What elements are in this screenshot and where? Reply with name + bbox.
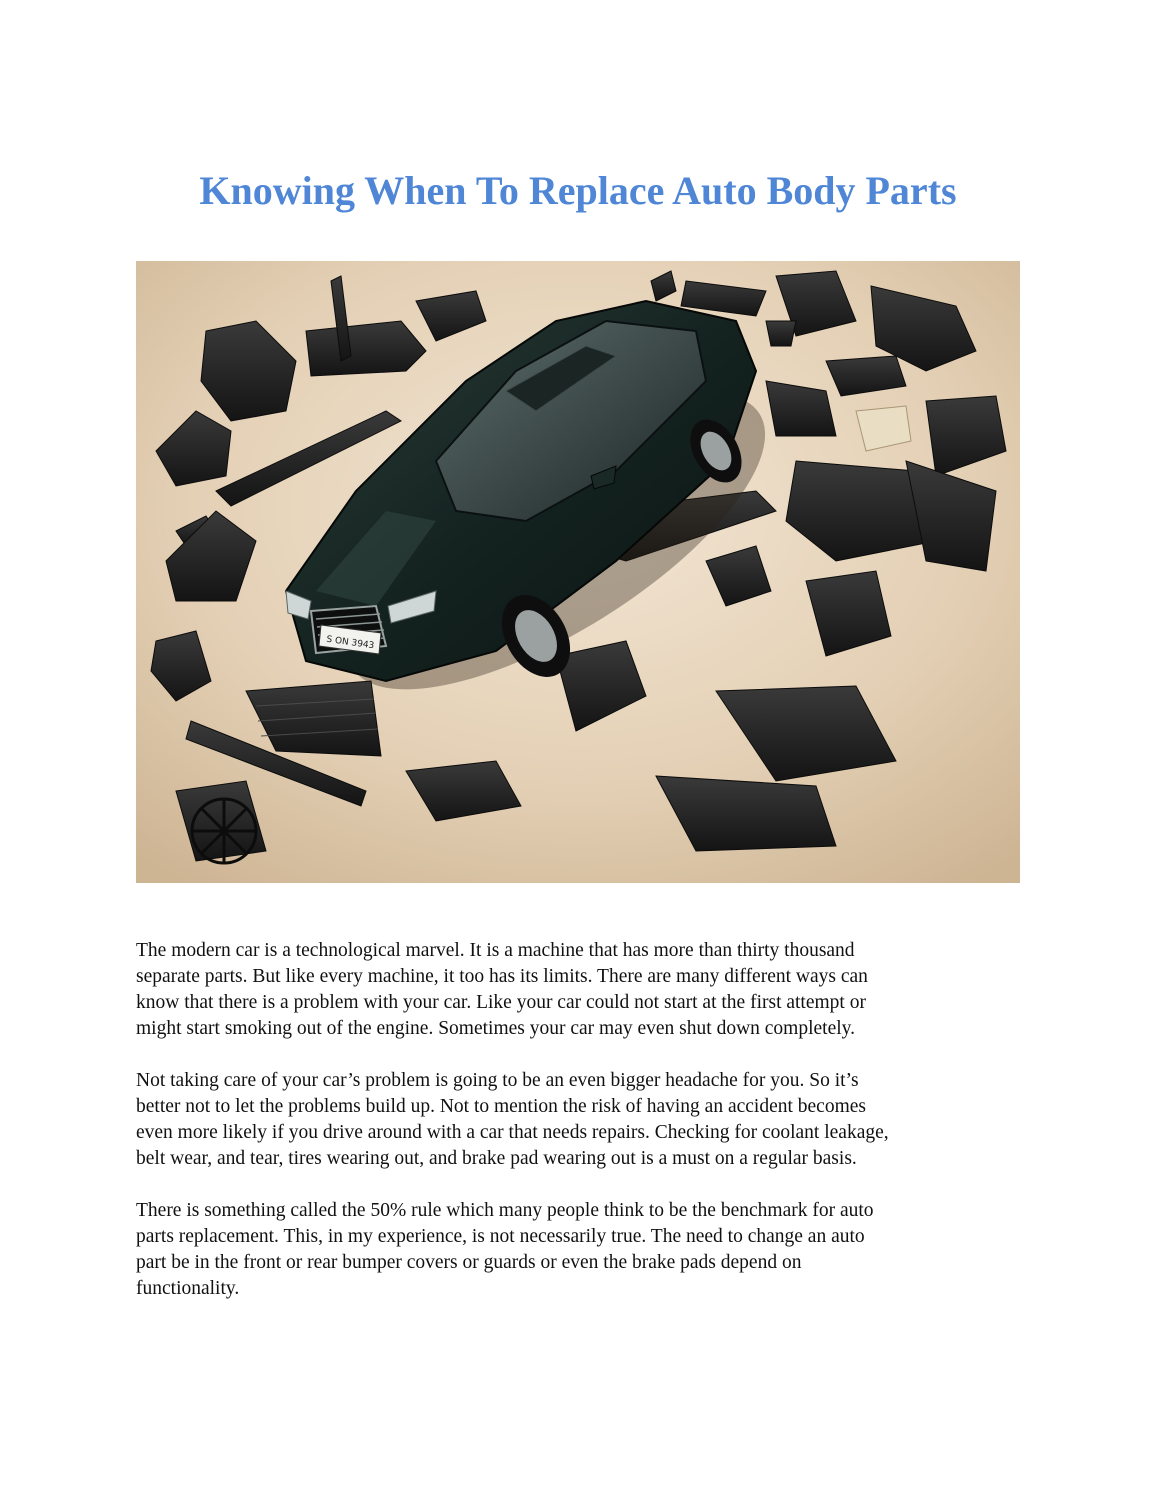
article-body bbox=[136, 938, 1036, 1328]
paragraph-1: The modern car is a technological marvel. It is a machine that has more than thirty thousand separate parts. But like every machine, it too has its limits. There are many different ways can know that there is a problem with your car. Like your car could not start at the first attempt or might start smoking out of the engine. Sometimes your car may even shut down completely. bbox=[136, 940, 868, 1039]
page-title: Knowing When To Replace Auto Body Parts bbox=[199, 168, 957, 213]
car-parts-photo bbox=[136, 261, 1020, 883]
paragraph-2: Not taking care of your car’s problem is going to be an even bigger headache for you. So it’s better not to let the problems build up. Not to mention the risk of having an accident becomes even more likely if you drive around with a car that needs repairs. Checking for coolant leakage, belt wear, and tear, tires wearing out, and brake pad wearing out is a must on a regular basis. bbox=[136, 1070, 889, 1169]
license-plate-text: S ON 3943 bbox=[325, 634, 375, 652]
car-with-body-parts-illustration bbox=[136, 261, 1020, 883]
paragraph-3: There is something called the 50% rule which many people think to be the benchmark for auto parts replacement. This, in my experience, is not necessarily true. The need to change an auto part be in the front or rear bumper covers or guards or even the brake pads depend on functionality. bbox=[136, 1200, 874, 1299]
